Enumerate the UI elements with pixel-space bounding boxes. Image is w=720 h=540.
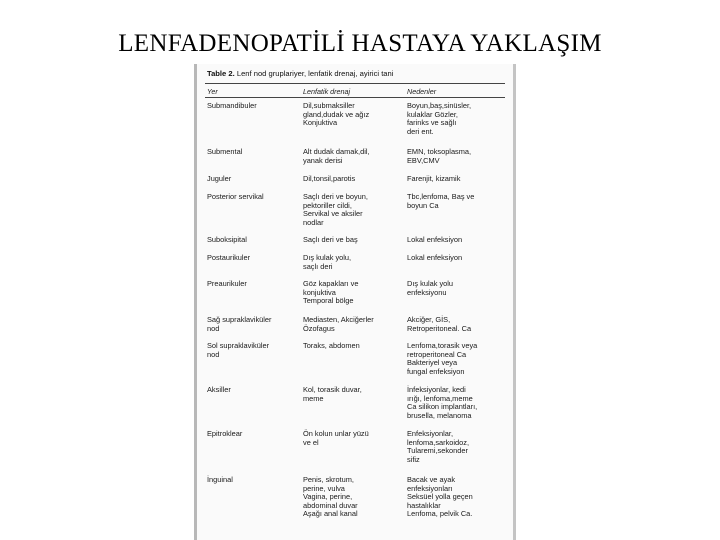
row-causes: Lokal enfeksiyon [407, 253, 463, 262]
row-drainage: Alt dudak damak,dil, yanak derisi [303, 147, 370, 165]
table-caption-label: Table 2. [207, 69, 235, 78]
table-top-rule [205, 83, 505, 84]
row-drainage: Toraks, abdomen [303, 341, 360, 350]
row-drainage: Saçlı deri ve boyun, pektoriller cildi, Servikal ve aksiler nodlar [303, 192, 368, 227]
row-location: Sağ supraklaviküler nod [207, 315, 272, 333]
row-location: Suboksipital [207, 235, 247, 244]
row-location: Postaurikuler [207, 253, 251, 262]
table-caption-text: Lenf nod gruplariyer, lenfatik drenaj, ayirici tani [236, 69, 394, 78]
row-causes: Akciğer, GİS, Retroperitoneal. Ca [407, 315, 472, 333]
lymph-node-table [194, 64, 516, 540]
row-location: Epitroklear [207, 429, 243, 438]
row-causes: Boyun,baş,sinüsler, kulaklar Gözler, farinks ve sağlı deri ent. [407, 101, 472, 136]
row-causes: İnfeksiyonlar, kedi ırığı, lenfoma,meme Ca silikon implantları, brusella, melanoma [407, 385, 478, 420]
row-causes: Enfeksiyonlar, lenfoma,sarkoidoz, Tularemi,sekonder sifiz [407, 429, 470, 464]
row-drainage: Dil,tonsil,parotis [303, 174, 356, 183]
row-causes: EMN, toksoplasma, EBV,CMV [407, 147, 472, 165]
row-location: Juguler [207, 174, 232, 183]
row-location: Posterior servikal [207, 192, 264, 201]
row-location: Submental [207, 147, 243, 156]
row-drainage: Mediasten, Akciğerler Özofagus [303, 315, 374, 333]
row-location: Submandibuler [207, 101, 257, 110]
row-drainage: Penis, skrotum, perine, vulva Vagina, perine, abdominal duvar Aşağı anal kanal [303, 475, 358, 519]
row-location: Sol supraklaviküler nod [207, 341, 270, 359]
table-caption [207, 70, 507, 79]
row-location: Aksiller [207, 385, 231, 394]
row-drainage: Dış kulak yolu, saçlı deri [303, 253, 352, 271]
header-location: Yer [207, 87, 218, 96]
row-causes: Lokal enfeksiyon [407, 235, 463, 244]
row-causes: Tbc,lenfoma, Baş ve boyun Ca [407, 192, 475, 210]
row-drainage: Ön kolun unlar yüzü ve el [303, 429, 369, 447]
row-drainage: Dil,submaksiller gland,dudak ve ağız Konjuktiva [303, 101, 370, 128]
header-drainage: Lenfatik drenaj [303, 87, 351, 96]
row-causes: Lenfoma,torasik veya retroperitoneal Ca Bakteriyel veya fungal enfeksiyon [407, 341, 478, 376]
row-drainage: Göz kapakları ve konjuktiva Temporal bölge [303, 279, 359, 306]
row-causes: Farenjit, kizamik [407, 174, 461, 183]
table-header-rule [205, 97, 505, 98]
slide-title: LENFADENOPATİLİ HASTAYA YAKLAŞIM [118, 30, 602, 57]
row-location: İnguinal [207, 475, 233, 484]
row-causes: Bacak ve ayak enfeksiyonları Seksüel yolla geçen hastalıklar Lenfoma, pelvik Ca. [407, 475, 473, 519]
header-causes: Nedenler [407, 87, 437, 96]
row-drainage: Saçlı deri ve baş [303, 235, 358, 244]
row-location: Preaurikuler [207, 279, 247, 288]
row-causes: Dış kulak yolu enfeksiyonu [407, 279, 454, 297]
row-drainage: Kol, torasik duvar, meme [303, 385, 362, 403]
